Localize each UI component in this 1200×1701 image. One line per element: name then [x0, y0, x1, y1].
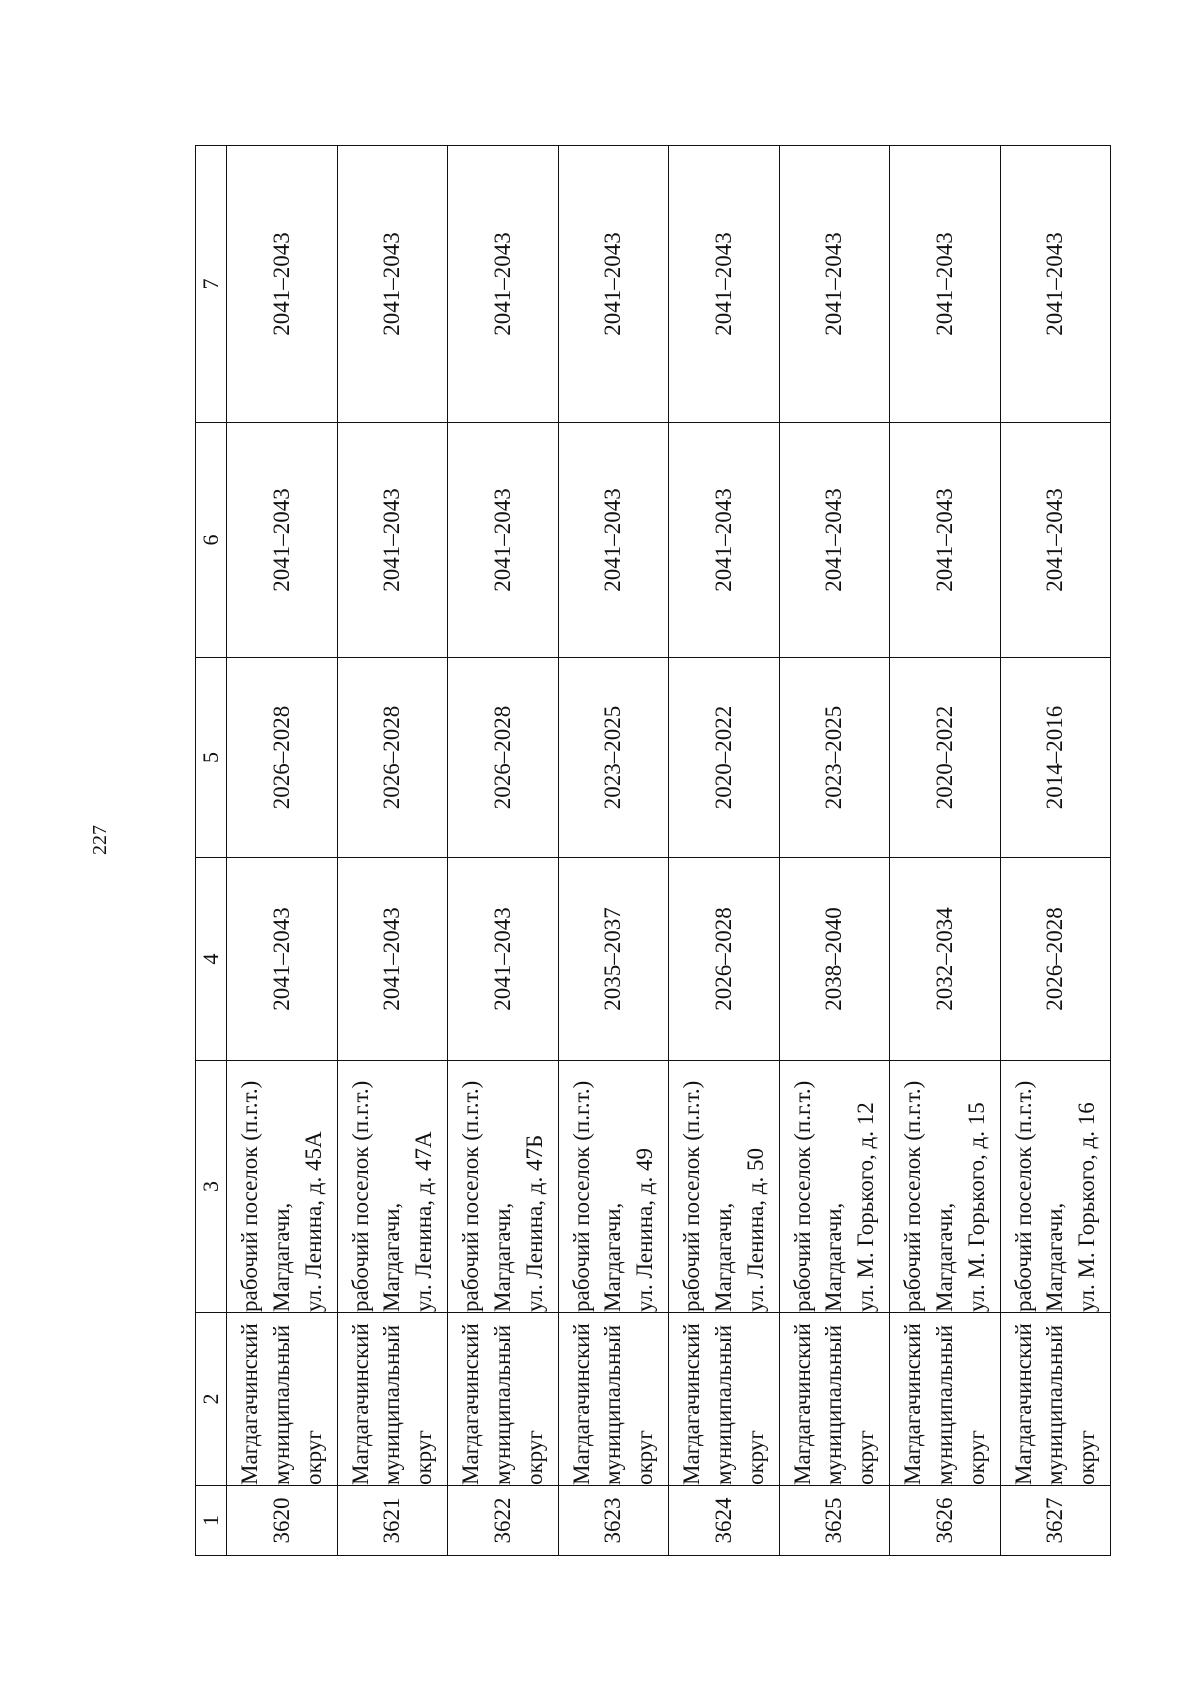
municipality-line: Магдагачинский — [458, 1323, 484, 1485]
period-col7: 2041–2043 — [448, 146, 559, 423]
row-number: 3622 — [448, 1486, 559, 1556]
period-col7: 2041–2043 — [337, 146, 448, 423]
period-col6: 2041–2043 — [227, 423, 338, 658]
address-line: Магдагачи, — [710, 1202, 736, 1312]
table-row — [227, 146, 338, 1556]
period-col7: 2041–2043 — [558, 146, 669, 423]
address-cell — [337, 1061, 448, 1313]
municipality-line: муниципальный — [379, 1324, 405, 1485]
address-line: рабочий поселок (п.г.т.) — [1010, 1080, 1036, 1312]
municipality-line: Магдагачинский — [568, 1323, 594, 1485]
address-cell — [669, 1061, 780, 1313]
municipality-line: округ — [411, 1430, 437, 1485]
address-line: рабочий поселок (п.г.т.) — [789, 1080, 815, 1312]
address-line: ул. Ленина, д. 45А — [300, 1131, 326, 1312]
address-line: рабочий поселок (п.г.т.) — [679, 1080, 705, 1312]
column-header-6: 6 — [196, 423, 227, 658]
municipality-line: муниципальный — [1042, 1324, 1068, 1485]
table-row — [558, 146, 669, 1556]
table-row — [1000, 146, 1111, 1556]
address-line: рабочий поселок (п.г.т.) — [900, 1080, 926, 1312]
municipality-cell — [779, 1313, 890, 1486]
municipality-line: муниципальный — [710, 1324, 736, 1485]
address-cell — [779, 1061, 890, 1313]
address-line: Магдагачи, — [821, 1202, 847, 1312]
column-header-4: 4 — [196, 858, 227, 1061]
column-header-7: 7 — [196, 146, 227, 423]
register-table — [195, 145, 1111, 1556]
period-col7: 2041–2043 — [669, 146, 780, 423]
period-col7: 2041–2043 — [227, 146, 338, 423]
address-cell — [227, 1061, 338, 1313]
municipality-line: муниципальный — [268, 1324, 294, 1485]
row-number: 3627 — [1000, 1486, 1111, 1556]
address-line: Магдагачи, — [379, 1202, 405, 1312]
table-row — [669, 146, 780, 1556]
row-number: 3621 — [337, 1486, 448, 1556]
period-col4: 2026–2028 — [669, 858, 780, 1061]
column-header-1: 1 — [196, 1486, 227, 1556]
municipality-line: Магдагачинский — [679, 1323, 705, 1485]
address-cell — [448, 1061, 559, 1313]
municipality-line: муниципальный — [600, 1324, 626, 1485]
address-line: ул. Ленина, д. 47А — [411, 1131, 437, 1312]
row-number: 3620 — [227, 1486, 338, 1556]
municipality-cell — [227, 1313, 338, 1486]
period-col4: 2041–2043 — [337, 858, 448, 1061]
municipality-line: округ — [521, 1430, 547, 1485]
row-number: 3624 — [669, 1486, 780, 1556]
period-col5: 2026–2028 — [448, 658, 559, 858]
municipality-line: округ — [1074, 1430, 1100, 1485]
address-cell — [890, 1061, 1001, 1313]
period-col6: 2041–2043 — [779, 423, 890, 658]
period-col4: 2038–2040 — [779, 858, 890, 1061]
period-col5: 2026–2028 — [227, 658, 338, 858]
address-line: ул. М. Горького, д. 15 — [963, 1102, 989, 1312]
address-line: рабочий поселок (п.г.т.) — [458, 1080, 484, 1312]
period-col6: 2041–2043 — [1000, 423, 1111, 658]
municipality-line: Магдагачинский — [789, 1323, 815, 1485]
municipality-line: округ — [853, 1430, 879, 1485]
municipality-line: муниципальный — [489, 1324, 515, 1485]
table-row — [890, 146, 1001, 1556]
address-line: ул. Ленина, д. 47Б — [521, 1134, 547, 1312]
period-col4: 2032–2034 — [890, 858, 1001, 1061]
period-col4: 2041–2043 — [227, 858, 338, 1061]
table-row — [448, 146, 559, 1556]
address-line: ул. Ленина, д. 49 — [632, 1148, 658, 1312]
municipality-line: Магдагачинский — [900, 1323, 926, 1485]
row-number: 3623 — [558, 1486, 669, 1556]
page-number: 227 — [89, 825, 111, 855]
period-col5: 2020–2022 — [890, 658, 1001, 858]
period-col5: 2023–2025 — [779, 658, 890, 858]
municipality-cell — [558, 1313, 669, 1486]
period-col6: 2041–2043 — [890, 423, 1001, 658]
municipality-line: округ — [300, 1430, 326, 1485]
period-col5: 2023–2025 — [558, 658, 669, 858]
municipality-line: округ — [742, 1430, 768, 1485]
period-col4: 2035–2037 — [558, 858, 669, 1061]
municipality-line: муниципальный — [821, 1324, 847, 1485]
address-line: ул. М. Горького, д. 12 — [853, 1102, 879, 1312]
municipality-line: округ — [632, 1430, 658, 1485]
municipality-line: Магдагачинский — [237, 1323, 263, 1485]
header-row — [196, 146, 227, 1556]
address-line: ул. Ленина, д. 50 — [742, 1148, 768, 1312]
municipality-cell — [448, 1313, 559, 1486]
row-number: 3626 — [890, 1486, 1001, 1556]
period-col7: 2041–2043 — [1000, 146, 1111, 423]
period-col7: 2041–2043 — [890, 146, 1001, 423]
period-col6: 2041–2043 — [558, 423, 669, 658]
period-col6: 2041–2043 — [448, 423, 559, 658]
column-header-5: 5 — [196, 658, 227, 858]
address-line: Магдагачи, — [600, 1202, 626, 1312]
column-header-2: 2 — [196, 1313, 227, 1486]
rotated-table-container — [195, 146, 1111, 1556]
municipality-line: округ — [963, 1430, 989, 1485]
table-row — [337, 146, 448, 1556]
period-col4: 2041–2043 — [448, 858, 559, 1061]
address-line: рабочий поселок (п.г.т.) — [237, 1080, 263, 1312]
municipality-line: муниципальный — [931, 1324, 957, 1485]
municipality-cell — [669, 1313, 780, 1486]
period-col5: 2020–2022 — [669, 658, 780, 858]
municipality-cell — [1000, 1313, 1111, 1486]
address-line: рабочий поселок (п.г.т.) — [568, 1080, 594, 1312]
period-col6: 2041–2043 — [337, 423, 448, 658]
row-number: 3625 — [779, 1486, 890, 1556]
address-cell — [558, 1061, 669, 1313]
address-line: рабочий поселок (п.г.т.) — [347, 1080, 373, 1312]
municipality-line: Магдагачинский — [1010, 1323, 1036, 1485]
period-col4: 2026–2028 — [1000, 858, 1111, 1061]
period-col5: 2014–2016 — [1000, 658, 1111, 858]
column-header-3: 3 — [196, 1061, 227, 1313]
municipality-cell — [890, 1313, 1001, 1486]
address-cell — [1000, 1061, 1111, 1313]
table-row — [779, 146, 890, 1556]
address-line: ул. М. Горького, д. 16 — [1074, 1102, 1100, 1312]
period-col6: 2041–2043 — [669, 423, 780, 658]
address-line: Магдагачи, — [489, 1202, 515, 1312]
address-line: Магдагачи, — [931, 1202, 957, 1312]
municipality-cell — [337, 1313, 448, 1486]
period-col5: 2026–2028 — [337, 658, 448, 858]
address-line: Магдагачи, — [1042, 1202, 1068, 1312]
address-line: Магдагачи, — [268, 1202, 294, 1312]
period-col7: 2041–2043 — [779, 146, 890, 423]
municipality-line: Магдагачинский — [347, 1323, 373, 1485]
